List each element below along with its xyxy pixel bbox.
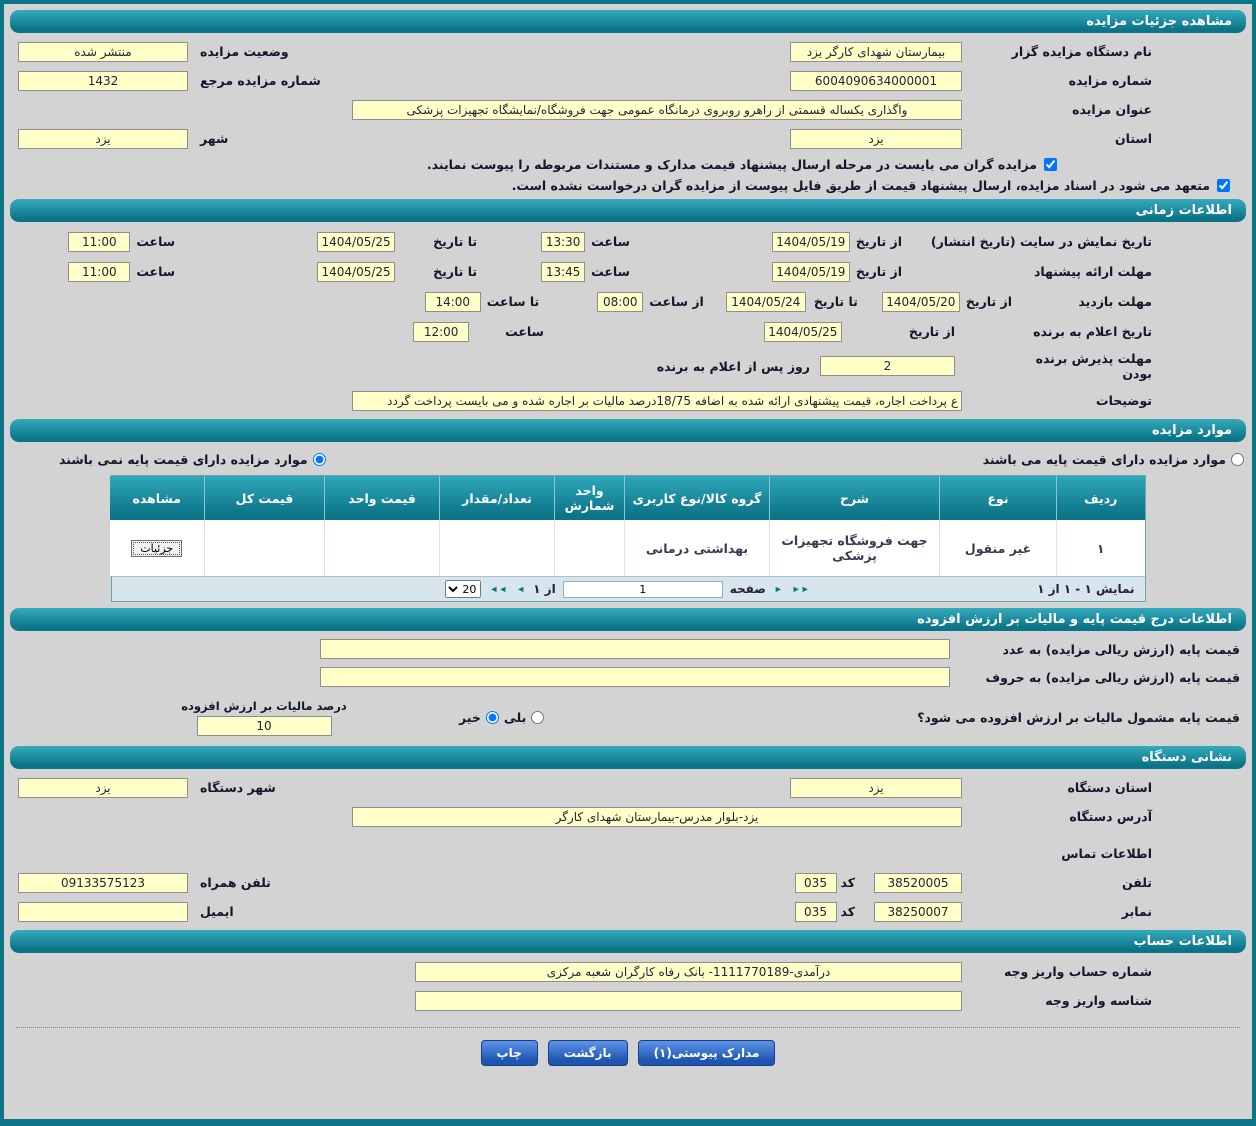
items-table [111, 475, 1146, 602]
publish-to-time-input[interactable] [68, 232, 130, 252]
announce-time-input[interactable] [413, 322, 469, 342]
publish-to-time-label: ساعت [136, 234, 176, 249]
col-description: شرح [770, 476, 940, 520]
fax-code-input[interactable] [795, 902, 837, 922]
offer-from-date-input[interactable] [772, 262, 850, 282]
offer-from-date-label: از تاریخ [855, 264, 902, 279]
announce-time-label: ساعت [505, 324, 544, 339]
org-city-input[interactable] [18, 778, 188, 798]
auction-number-label: شماره مزایده [1068, 73, 1152, 88]
phone-code-label: کد [840, 875, 855, 890]
deposit-id-input[interactable] [415, 991, 962, 1011]
email-label: ایمیل [200, 904, 234, 919]
time-section [4, 231, 1252, 411]
publish-to-date-label: تا تاریخ [433, 234, 478, 249]
no-attachment-request-text: متعهد می شود در اسناد مزایده، ارسال پیشنهاد قیمت از طریق فایل پیوست از مزایده گران درخواست نشده است. [511, 178, 1210, 193]
city-input[interactable] [18, 129, 188, 149]
col-unit: واحد شمارش [555, 476, 625, 520]
publish-from-date-input[interactable] [772, 232, 850, 252]
cell-unit [555, 520, 625, 576]
contact-info-label: اطلاعات تماس [1061, 846, 1152, 861]
base-price-text-input[interactable] [320, 667, 950, 687]
email-input[interactable] [18, 902, 188, 922]
status-label: وضعیت مزایده [200, 44, 289, 59]
org-address-label: آدرس دستگاه [1069, 809, 1152, 824]
offer-from-time-input[interactable] [541, 262, 585, 282]
page-size-select[interactable] [445, 580, 481, 598]
auction-title-input[interactable] [352, 100, 962, 120]
cell-quantity [440, 520, 555, 576]
ref-number-label: شماره مزایده مرجع [200, 73, 321, 88]
visit-from-date-label: از تاریخ [965, 294, 1012, 309]
organizer-label: نام دستگاه مزایده گزار [1011, 44, 1152, 59]
publish-from-time-label: ساعت [591, 234, 630, 249]
vat-yes-radio[interactable] [531, 711, 544, 724]
no-attachment-request-checkbox[interactable] [1217, 179, 1230, 192]
visit-from-date-input[interactable] [882, 292, 960, 312]
cell-type: غیر منقول [940, 520, 1057, 576]
attachments-button[interactable]: مدارک پیوستی(۱) [638, 1040, 776, 1066]
col-quantity: تعداد/مقدار [440, 476, 555, 520]
print-button[interactable]: چاپ [481, 1040, 538, 1066]
account-number-input[interactable] [415, 962, 962, 982]
fax-code-label: کد [840, 904, 855, 919]
vat-no-radio[interactable] [486, 711, 499, 724]
phone-input[interactable] [874, 873, 962, 893]
back-button[interactable]: بازگشت [548, 1040, 628, 1066]
ref-number-input[interactable] [18, 71, 188, 91]
organizer-input[interactable] [790, 42, 962, 62]
vat-question-label: قیمت پایه مشمول مالیات بر ارزش افزوده می شود؟ [917, 710, 1240, 725]
table-header-row [110, 476, 1145, 520]
cell-total-price [205, 520, 325, 576]
pager-page-input[interactable] [563, 581, 723, 598]
visit-to-date-input[interactable] [726, 292, 806, 312]
org-address-input[interactable] [352, 807, 962, 827]
description-input[interactable] [352, 391, 962, 411]
cell-index: ۱ [1057, 520, 1145, 576]
address-section [4, 777, 1252, 922]
col-type: نوع [940, 476, 1057, 520]
account-number-label: شماره حساب واریز وجه [1003, 964, 1152, 979]
col-total-price: قیمت کل [205, 476, 325, 520]
offer-from-time-label: ساعت [591, 264, 630, 279]
winner-accept-label: مهلت پذیرش برنده بودن [1035, 351, 1152, 381]
cell-description: جهت فروشگاه تجهیزات پزشکی [770, 520, 940, 576]
status-input[interactable] [18, 42, 188, 62]
org-province-input[interactable] [790, 778, 962, 798]
details-button[interactable]: جزئیات [131, 540, 182, 557]
publish-to-date-input[interactable] [317, 232, 395, 252]
phone-code-input[interactable] [795, 873, 837, 893]
publish-from-time-input[interactable] [541, 232, 585, 252]
announce-date-input[interactable] [764, 322, 842, 342]
has-base-price-text: موارد مزایده دارای قیمت پایه می باشند [982, 452, 1226, 467]
cell-view [110, 520, 205, 576]
pager-next-icon[interactable]: ► [773, 584, 783, 594]
account-section-header: اطلاعات حساب [10, 930, 1246, 953]
col-category: گروه کالا/نوع کاربری [625, 476, 770, 520]
announce-from-date-label: از تاریخ [908, 324, 955, 339]
offer-deadline-label: مهلت ارائه پیشنهاد [1033, 264, 1152, 279]
col-unit-price: قیمت واحد [325, 476, 440, 520]
address-section-header: نشانی دستگاه [10, 746, 1246, 769]
accept-days-suffix: روز پس از اعلام به برنده [656, 358, 810, 374]
visit-to-hour-input[interactable] [425, 292, 481, 312]
vat-no-label: خیر [459, 710, 481, 725]
cell-unit-price [325, 520, 440, 576]
province-input[interactable] [790, 129, 962, 149]
footer-divider [16, 1027, 1240, 1028]
province-label: استان [1114, 131, 1152, 146]
city-label: شهر [200, 131, 229, 146]
offer-to-time-input[interactable] [68, 262, 130, 282]
pager-display-text: نمایش ۱ - ۱ از ۱ [1037, 582, 1135, 596]
visit-deadline-label: مهلت بازدید [1078, 294, 1152, 309]
publish-from-date-label: از تاریخ [855, 234, 902, 249]
col-view: مشاهده [110, 476, 205, 520]
vat-yes-label: بلی [503, 710, 527, 725]
base-price-section [4, 639, 1252, 736]
items-section-header: موارد مزایده [10, 419, 1246, 442]
col-index: ردیف [1057, 476, 1145, 520]
cell-category: بهداشتی درمانی [625, 520, 770, 576]
visit-from-hour-label: از ساعت [649, 294, 704, 309]
no-base-price-radio[interactable] [313, 453, 326, 466]
base-price-section-header: اطلاعات درج قیمت پایه و مالیات بر ارزش افزوده [10, 608, 1246, 631]
vat-percent-input[interactable] [197, 716, 332, 736]
attach-docs-checkbox[interactable] [1044, 158, 1057, 171]
base-price-numeric-label: قیمت پایه (ارزش ریالی مزایده) به عدد [1002, 641, 1240, 657]
pager-page-label: صفحه [729, 582, 766, 596]
items-section [4, 452, 1252, 602]
phone-label: تلفن [1121, 875, 1152, 890]
description-label: توضیحات [1096, 393, 1152, 408]
offer-to-date-input[interactable] [317, 262, 395, 282]
general-section [4, 41, 1252, 193]
table-pager [112, 576, 1145, 601]
deposit-id-label: شناسه واریز وجه [1045, 993, 1152, 1008]
visit-to-date-label: تا تاریخ [813, 294, 858, 309]
publish-dates-label: تاریخ نمایش در سایت (تاریخ انتشار) [930, 234, 1152, 249]
base-price-numeric-input[interactable] [320, 639, 950, 659]
auction-number-input[interactable] [790, 71, 962, 91]
fax-input[interactable] [874, 902, 962, 922]
winner-announce-label: تاریخ اعلام به برنده [1033, 324, 1152, 339]
fax-label: نمابر [1121, 904, 1152, 919]
footer-buttons [4, 1040, 1252, 1066]
attach-docs-text: مزایده گران می بایست در مرحله ارسال پیشنهاد قیمت مدارک و مستندات مربوطه را پیوست نمایند. [426, 157, 1037, 172]
pager-first-icon[interactable]: ◄◄ [489, 584, 508, 594]
visit-from-hour-input[interactable] [597, 292, 643, 312]
time-section-header: اطلاعات زمانی [10, 199, 1246, 222]
pager-last-icon[interactable]: ►► [791, 584, 810, 594]
pager-prev-icon[interactable]: ◄ [516, 584, 526, 594]
page-title: مشاهده جزئیات مزایده [10, 10, 1246, 33]
visit-to-hour-label: تا ساعت [486, 294, 540, 309]
org-city-label: شهر دستگاه [200, 780, 276, 795]
vat-percent-label: درصد مالیات بر ارزش افزوده [181, 699, 347, 713]
accept-days-input[interactable] [820, 356, 955, 376]
table-row [110, 520, 1145, 576]
has-base-price-radio[interactable] [1231, 453, 1244, 466]
auction-title-label: عنوان مزایده [1072, 102, 1152, 117]
no-base-price-text: موارد مزایده دارای قیمت پایه نمی باشند [59, 452, 308, 467]
offer-to-date-label: تا تاریخ [433, 264, 478, 279]
account-section [4, 961, 1252, 1011]
mobile-label: تلفن همراه [200, 875, 271, 890]
base-price-text-label: قیمت پایه (ارزش ریالی مزایده) به حروف [985, 669, 1240, 685]
offer-to-time-label: ساعت [136, 264, 176, 279]
mobile-input[interactable] [18, 873, 188, 893]
pager-of-label: از ۱ [533, 582, 556, 596]
org-province-label: استان دستگاه [1067, 780, 1152, 795]
